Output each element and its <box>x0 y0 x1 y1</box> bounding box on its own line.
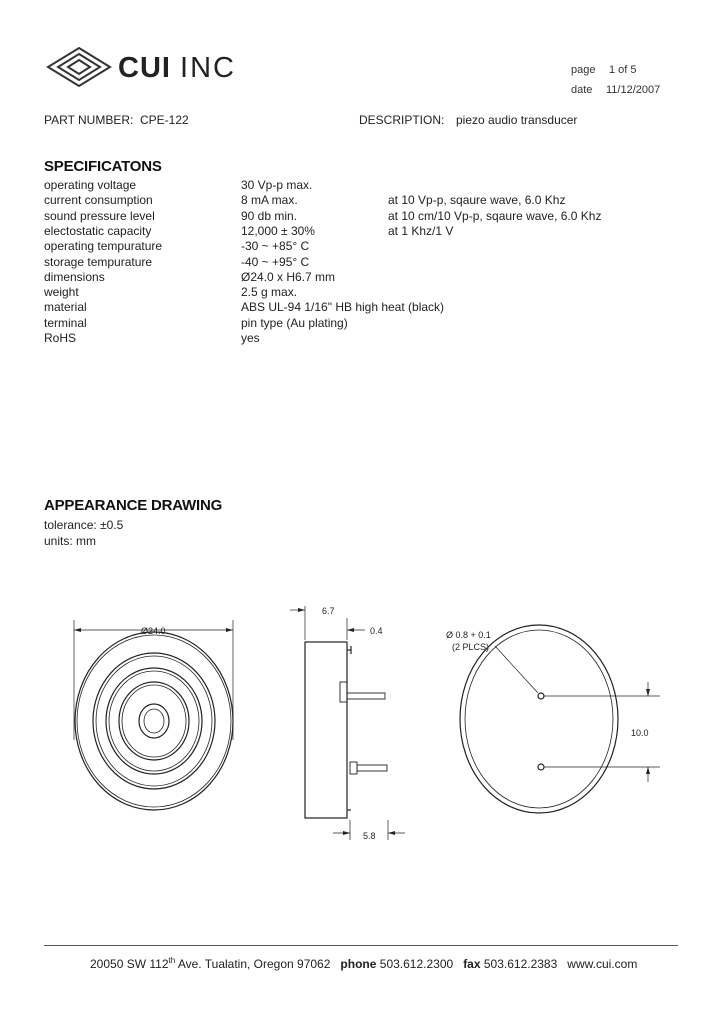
units-text: units: mm <box>44 534 97 548</box>
spec-label: electostatic capacity <box>44 223 152 238</box>
diameter-label: Ø24.0 <box>141 626 166 636</box>
footer-rule <box>44 945 678 946</box>
appearance-drawing <box>0 590 720 850</box>
spec-condition: at 10 Vp-p, sqaure wave, 6.0 Khz <box>388 193 566 208</box>
pin-hole-top <box>538 693 544 699</box>
spec-value: 30 Vp-p max. <box>241 178 313 192</box>
spec-label: sound pressure level <box>44 208 155 223</box>
part-number-value: CPE-122 <box>140 113 189 127</box>
spec-value: Ø24.0 x H6.7 mm <box>241 269 336 284</box>
page-value: 1 of 5 <box>609 64 637 76</box>
side-view <box>290 606 405 840</box>
spec-value: 8 mA max. <box>241 193 298 208</box>
page-label: page <box>571 64 596 76</box>
address-sup: th <box>168 956 176 965</box>
spec-label: dimensions <box>44 269 105 284</box>
spec-value: 12,000 ± 30% <box>241 223 315 238</box>
spec-value: 90 db min. <box>241 208 298 223</box>
spec-label: weight <box>44 285 79 300</box>
outer-rim <box>75 632 233 810</box>
description-label: DESCRIPTION: <box>359 113 445 127</box>
description-value: piezo audio transducer <box>456 113 578 127</box>
date-label: date <box>571 84 593 96</box>
hole-count-label: (2 PLCS) <box>452 642 490 652</box>
appearance-title: APPEARANCE DRAWING <box>44 497 223 514</box>
thickness-label: 0.4 <box>370 626 383 636</box>
spec-label: terminal <box>44 315 87 330</box>
cui-logo-icon <box>46 46 112 88</box>
website-link[interactable]: www.cui.com <box>567 957 638 971</box>
hole-label: Ø 0.8 + 0.1 <box>446 630 491 640</box>
spec-label: operating voltage <box>44 178 137 192</box>
back-view <box>460 625 660 813</box>
phone-label: phone <box>340 957 377 971</box>
address-post: Ave. Tualatin, Oregon 97062 <box>175 957 331 971</box>
spec-condition: at 10 cm/10 Vp-p, sqaure wave, 6.0 Khz <box>388 208 602 223</box>
spec-value: -30 ~ +85° C <box>241 239 310 254</box>
date-value: 11/12/2007 <box>606 84 661 96</box>
pin-hole-bottom <box>538 764 544 770</box>
spec-label: RoHS <box>44 331 77 345</box>
pin-offset-label: 5.8 <box>363 831 376 841</box>
spec-value: ABS UL-94 1/16" HB high heat (black) <box>241 300 445 315</box>
back-outer-rim <box>460 625 618 813</box>
phone-value: 503.612.2300 <box>379 957 454 971</box>
pin-spacing-label: 10.0 <box>631 728 649 738</box>
spec-label: operating tempurature <box>44 239 163 254</box>
spec-label: current consumption <box>44 193 153 208</box>
spec-value: yes <box>241 331 260 345</box>
footer-contact <box>90 956 637 971</box>
company-name-bold: CUI <box>118 52 171 84</box>
specifications-title: SPECIFICATONS <box>44 158 162 175</box>
fax-label: fax <box>463 957 481 971</box>
spec-condition: at 1 Khz/1 V <box>388 223 454 238</box>
address-line <box>90 957 330 971</box>
fax-value: 503.612.2383 <box>483 957 558 971</box>
height-label: 6.7 <box>322 606 335 616</box>
spec-value: pin type (Au plating) <box>241 315 348 330</box>
company-name <box>118 52 236 85</box>
spec-label: material <box>44 300 87 315</box>
spec-value: -40 ~ +95° C <box>241 254 310 269</box>
part-number-label: PART NUMBER: <box>44 113 134 127</box>
front-view <box>74 620 233 810</box>
spec-value: 2.5 g max. <box>241 285 298 300</box>
address-pre: 20050 SW 112 <box>90 957 169 971</box>
spec-label: storage tempurature <box>44 254 153 269</box>
tolerance-text: tolerance: ±0.5 <box>44 518 124 532</box>
company-name-rest: INC <box>180 52 236 84</box>
